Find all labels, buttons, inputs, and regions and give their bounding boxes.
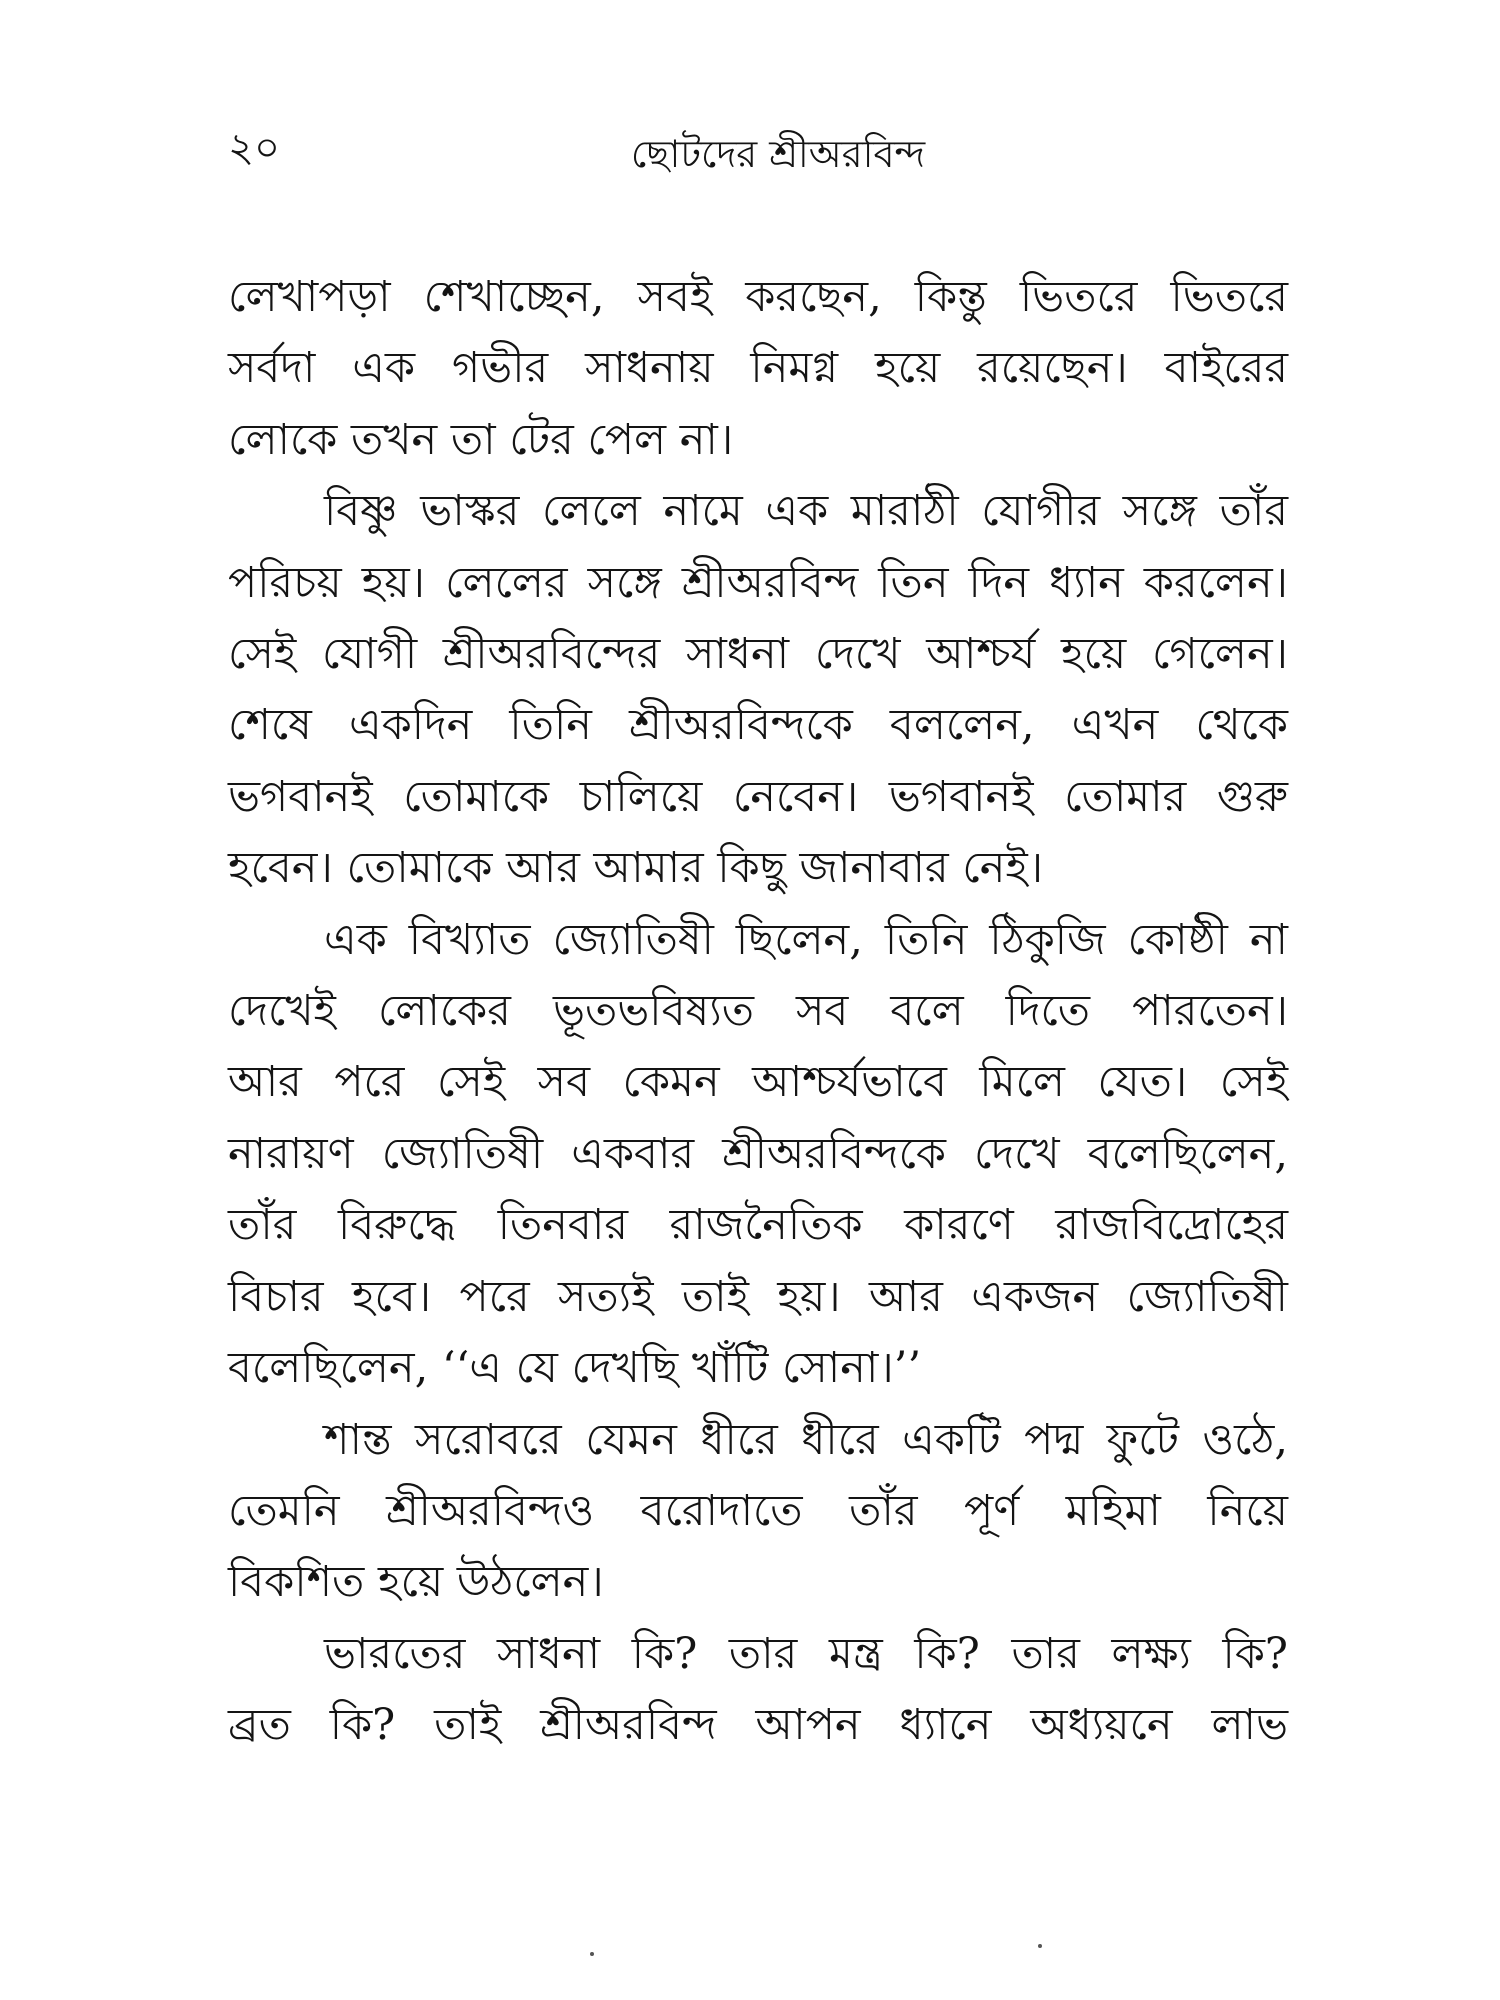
paragraph	[228, 476, 1288, 904]
text-line: এক বিখ্যাত জ্যোতিষী ছিলেন, তিনি ঠিকুজি কোষ্ঠী না	[324, 914, 1288, 965]
paragraph	[228, 905, 1288, 1405]
running-title: ছোটদের শ্রীঅরবিন্দ	[630, 132, 926, 176]
page-header	[228, 118, 1288, 188]
text-line: আর পরে সেই সব কেমন আশ্চর্যভাবে মিলে যেত। সেই	[228, 1057, 1288, 1108]
text-line: তেমনি শ্রীঅরবিন্দও বরোদাতে তাঁর পূর্ণ মহিমা নিয়ে	[228, 1485, 1288, 1536]
scan-speck	[1038, 1944, 1042, 1948]
text-line: হবেন। তোমাকে আর আমার কিছু জানাবার নেই।	[228, 843, 1044, 894]
text-line: নারায়ণ জ্যোতিষী একবার শ্রীঅরবিন্দকে দেখে বলেছিলেন,	[228, 1128, 1288, 1179]
text-line: ভারতের সাধনা কি? তার মন্ত্র কি? তার লক্ষ্য কি?	[324, 1628, 1288, 1679]
text-line: বিষ্ণু ভাস্কর লেলে নামে এক মারাঠী যোগীর সঙ্গে তাঁর	[324, 486, 1288, 537]
scan-speck	[590, 1952, 594, 1956]
text-line: লোকে তখন তা টের পেল না।	[228, 414, 734, 465]
paragraph	[228, 262, 1288, 476]
text-line: পরিচয় হয়। লেলের সঙ্গে শ্রীঅরবিন্দ তিন দিন ধ্যান করলেন।	[228, 557, 1288, 608]
text-line: বিচার হবে। পরে সত্যই তাই হয়। আর একজন জ্যোতিষী	[228, 1271, 1288, 1322]
body-text	[228, 262, 1288, 1762]
text-line: সর্বদা এক গভীর সাধনায় নিমগ্ন হয়ে রয়েছেন। বাইরের	[228, 343, 1288, 394]
paragraph	[228, 1619, 1288, 1762]
page-number: ২০	[228, 125, 281, 171]
text-line: লেখাপড়া শেখাচ্ছেন, সবই করছেন, কিন্তু ভিতরে ভিতরে	[228, 272, 1288, 322]
text-line: শান্ত সরোবরে যেমন ধীরে ধীরে একটি পদ্ম ফুটে ওঠে,	[324, 1414, 1288, 1465]
text-line: ব্রত কি? তাই শ্রীঅরবিন্দ আপন ধ্যানে অধ্যয়নে লাভ	[228, 1700, 1288, 1751]
paragraph	[228, 1405, 1288, 1619]
text-line: তাঁর বিরুদ্ধে তিনবার রাজনৈতিক কারণে রাজবিদ্রোহের	[228, 1200, 1288, 1251]
text-line: সেই যোগী শ্রীঅরবিন্দের সাধনা দেখে আশ্চর্য হয়ে গেলেন।	[228, 629, 1288, 680]
text-line: ভগবানই তোমাকে চালিয়ে নেবেন। ভগবানই তোমার গুরু	[228, 771, 1288, 822]
text-line: বিকশিত হয়ে উঠলেন।	[228, 1557, 604, 1608]
text-line: বলেছিলেন, ‘‘এ যে দেখছি খাঁটি সোনা।’’	[228, 1343, 922, 1394]
text-line: শেষে একদিন তিনি শ্রীঅরবিন্দকে বললেন, এখন থেকে	[228, 700, 1288, 751]
text-line: দেখেই লোকের ভূতভবিষ্যত সব বলে দিতে পারতেন।	[228, 986, 1288, 1037]
